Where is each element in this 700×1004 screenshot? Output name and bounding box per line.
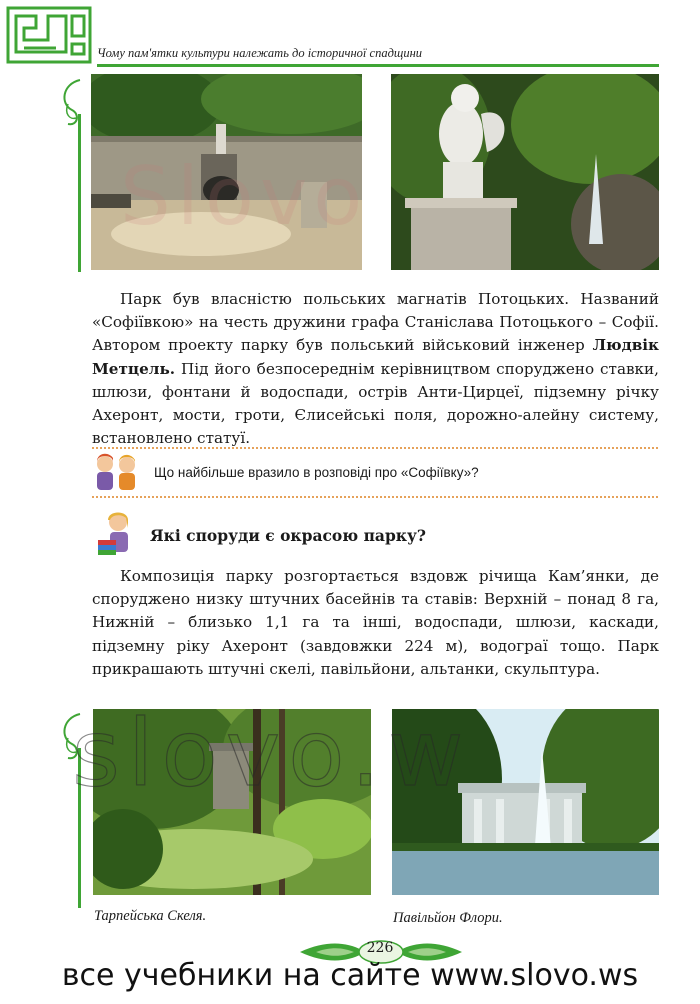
watermark-bottom: slovo.w bbox=[72, 700, 472, 807]
dotted-divider-top bbox=[92, 447, 658, 449]
dotted-divider-bottom bbox=[92, 496, 658, 498]
children-icon bbox=[91, 452, 143, 492]
photo-cupid-statue bbox=[391, 74, 659, 270]
paragraph-park-composition: Композиція парку розгортається вздовж річища Кам’янки, де споруджено низку штучних басейнів та ставів: Верхній – понад 8 га, Нижній – близько 1,1 га та інші, водоспади, шлюзи, каскади, підземну ріку Ахеронт (завдовжки 224 м), водограї тощо. Парк прикрашають штучні скелі, павільйони, альтанки, скульптура. bbox=[92, 567, 659, 678]
margin-ornament-top-icon bbox=[54, 74, 84, 272]
engineer-name: Людвік Метцель. bbox=[92, 336, 659, 378]
header-divider bbox=[97, 64, 659, 67]
caption-left: Тарпейська Скеля. bbox=[94, 908, 207, 924]
footer-site-link[interactable]: все учебники на сайте www.slovo.ws bbox=[61, 958, 639, 993]
caption-right: Павільйон Флори. bbox=[393, 910, 503, 926]
publisher-logo-icon bbox=[6, 6, 92, 64]
page-header-title: Чому пам'ятки культури належать до історичної спадщини bbox=[97, 46, 423, 60]
page-number: 226 bbox=[366, 940, 394, 956]
section-heading: Які споруди є окрасою парку? bbox=[150, 526, 426, 545]
discussion-question: Що найбільше вразило в розповіді про «Софіївку»? bbox=[154, 465, 479, 480]
paragraph-park-history: Парк був власністю польських магнатів Потоцьких. Названий «Софіївкою» на честь дружини графа Станіслава Потоцького – Софії. Автором проекту парку був польський військовий інженер Людвік Метцель. Під його безпосереднім керівництвом споруджено ставки, шлюзи, фонтани й водоспади, острів Анти-Цирцеї, підземну річку Ахеронт, мости, гроти, Єлисейські поля, дорожно-алейну систему, встановлено статуї. bbox=[92, 290, 659, 448]
watermark-top: Slovo bbox=[120, 150, 369, 243]
reading-girl-icon bbox=[96, 508, 134, 556]
